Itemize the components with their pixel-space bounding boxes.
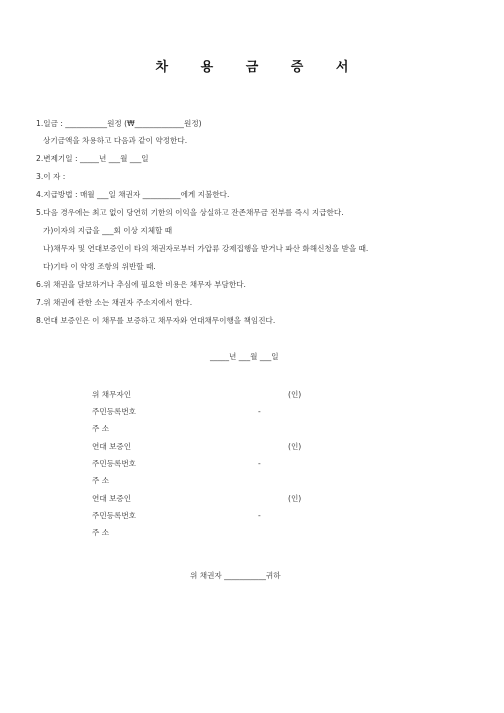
signatory-3-address-label: 주 소 — [92, 528, 110, 537]
signatory-3-id-dash: - — [258, 511, 261, 520]
signatory-2-id-label: 주민등록번호 — [92, 459, 137, 468]
clause-6-costs: 6.위 채권을 담보하거나 추심에 필요한 비용은 채무자 부담한다. — [36, 280, 246, 289]
document-title: 차 용 금 증 서 — [155, 60, 363, 75]
signatory-1-seal: (인) — [288, 390, 302, 399]
signatory-2-role: 연대 보증인 — [92, 442, 132, 451]
signatory-2-seal: (인) — [288, 442, 302, 451]
signatory-3-id-label: 주민등록번호 — [92, 511, 137, 520]
clause-5a: 가)이자의 지급을 ___회 이상 지체할 때 — [43, 226, 173, 235]
signatory-1-id-label: 주민등록번호 — [92, 407, 137, 416]
clause-2-repayment-date: 2.변제기일 : _____년 ___월 ___일 — [36, 154, 149, 163]
clause-5c: 다)기타 이 약정 조항의 위반할 때. — [43, 262, 156, 271]
signatory-1-role: 위 채무자인 — [92, 390, 132, 399]
addressee-line: 위 채권자 ___________귀하 — [190, 571, 281, 580]
clause-1-agreement: 상기금액을 차용하고 다음과 같이 약정한다. — [43, 136, 188, 145]
clause-1-amount: 1.일금 : ___________원정 (₩_____________원정) — [36, 119, 202, 128]
clause-4-payment-method: 4.지급방법 : 매월 ___일 채권자 __________에게 지불한다. — [36, 190, 230, 199]
clause-7-jurisdiction: 7.위 채권에 관한 소는 채권자 주소지에서 한다. — [36, 298, 193, 307]
clause-8-guarantor: 8.연대 보증인은 이 채무를 보증하고 채무자와 연대채무이행을 책임진다. — [36, 316, 276, 325]
signatory-1-address-label: 주 소 — [92, 424, 110, 433]
signatory-3-role: 연대 보증인 — [92, 494, 132, 503]
clause-5b: 나)채무자 및 연대보증인이 타의 채권자로부터 가압류 강제집행을 받거나 파산 화해신청을 받을 때. — [43, 244, 369, 253]
signatory-3-seal: (인) — [288, 494, 302, 503]
signatory-2-address-label: 주 소 — [92, 476, 110, 485]
date-line: _____년 ___월 ___일 — [210, 352, 279, 361]
clause-3-interest: 3.이 자 : — [36, 172, 66, 181]
clause-5-acceleration: 5.다음 경우에는 최고 없이 당연히 기한의 이익을 상실하고 잔존채무금 전부를 즉시 지급한다. — [36, 208, 344, 217]
signatory-1-id-dash: - — [258, 407, 261, 416]
signatory-2-id-dash: - — [258, 459, 261, 468]
